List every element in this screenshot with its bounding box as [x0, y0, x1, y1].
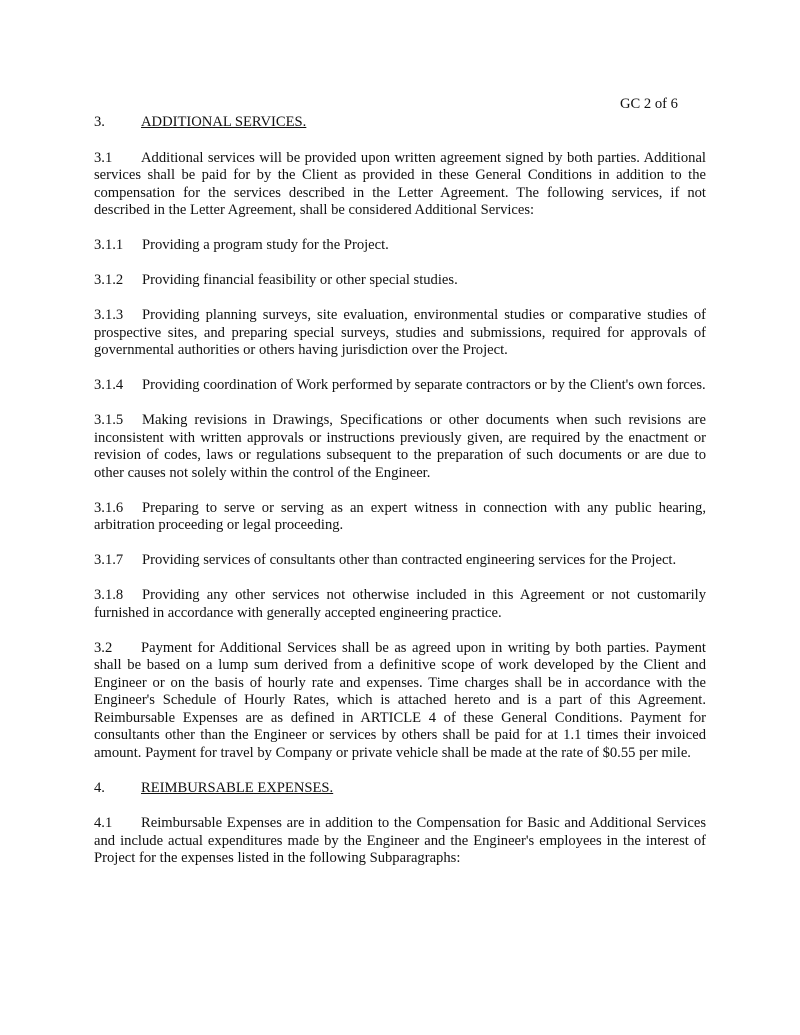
- paragraph-text: Preparing to serve or serving as an expert witness in connection with any public hearing, arbitration proceeding or legal proceeding.: [94, 499, 706, 533]
- paragraph-text: Providing financial feasibility or other special studies.: [142, 272, 458, 288]
- section-title: ADDITIONAL SERVICES.: [141, 114, 307, 130]
- paragraph-number: 3.1.4: [94, 377, 124, 393]
- paragraph-number: 3.1.5: [94, 412, 124, 428]
- paragraph-number: 3.1.1: [94, 237, 124, 253]
- paragraph-text: Providing coordination of Work performed by separate contractors or by the Client's own forces.: [142, 377, 706, 393]
- paragraph-number: 3.1.7: [94, 552, 124, 568]
- paragraph-3-1: [94, 150, 706, 220]
- paragraph-3-1-5: [94, 412, 706, 482]
- paragraph-4-1: [94, 815, 706, 868]
- paragraph-number: 3.1.3: [94, 307, 124, 323]
- paragraph-number: 3.1.8: [94, 587, 124, 603]
- paragraph-text: Providing planning surveys, site evaluation, environmental studies or comparative studies of prospective sites, and preparing special surveys, studies and submissions, required for approvals of governmental authorities or others having jurisdiction over the Project.: [94, 307, 706, 358]
- paragraph-text: Additional services will be provided upon written agreement signed by both parties. Additional services shall be paid for by the Client as provided in these General Conditions in addition to the compensation for the services described in the Letter Agreement. The following services, if not described in the Letter Agreement, shall be considered Additional Services:: [94, 149, 706, 218]
- document-body: [94, 114, 706, 885]
- paragraph-number: 3.1.6: [94, 499, 124, 516]
- paragraph-3-1-8: [94, 587, 706, 622]
- section-heading-reimbursable-expenses: [94, 780, 706, 798]
- paragraph-3-1-6: [94, 500, 706, 535]
- paragraph-number: 3.1.2: [94, 272, 124, 288]
- paragraph-text: Providing any other services not otherwise included in this Agreement or not customarily furnished in accordance with generally accepted engineering practice.: [94, 587, 706, 621]
- paragraph-number: 3.1: [94, 149, 113, 166]
- paragraph-text: Reimbursable Expenses are in addition to the Compensation for Basic and Additional Services and include actual expenditures made by the Engineer and the Engineer's employees in the interest of Project for the expenses listed in the following Subparagraphs:: [94, 815, 706, 866]
- paragraph-text: Payment for Additional Services shall be as agreed upon in writing by both parties. Payment shall be based on a lump sum derived from a definitive scope of work developed by the Client and Engineer or on the basis of hourly rate and expenses. Time charges shall be in accordance with the Engineer's Schedule of Hourly Rates, which is attached hereto and is a part of this Agreement. Reimbursable Expenses are as defined in ARTICLE 4 of these General Conditions. Payment for consultants other than the Engineer or services by others shall be paid for at 1.1 times their invoiced amount. Payment for travel by Company or private vehicle shall be made at the rate of $0.55 per mile.: [94, 639, 706, 761]
- section-number: 3.: [94, 114, 105, 130]
- paragraph-3-2: [94, 640, 706, 763]
- section-title: REIMBURSABLE EXPENSES.: [141, 779, 334, 796]
- paragraph-text: Providing a program study for the Project.: [142, 237, 389, 253]
- paragraph-3-1-7: [94, 552, 706, 570]
- paragraph-3-1-1: [94, 237, 706, 255]
- paragraph-3-1-2: [94, 272, 706, 290]
- section-number: 4.: [94, 779, 105, 796]
- page-number-label: GC 2 of 6: [620, 96, 678, 112]
- paragraph-3-1-3: [94, 307, 706, 360]
- paragraph-text: Providing services of consultants other than contracted engineering services for the Project.: [142, 552, 677, 568]
- paragraph-text: Making revisions in Drawings, Specifications or other documents when such revisions are inconsistent with written approvals or instructions previously given, are required by the enactment or revision of codes, laws or regulations subsequent to the preparation of such documents or are due to other causes not solely within the control of the Engineer.: [94, 412, 706, 481]
- paragraph-number: 4.1: [94, 815, 113, 831]
- paragraph-3-1-4: [94, 377, 706, 395]
- section-heading-additional-services: [94, 114, 706, 132]
- paragraph-number: 3.2: [94, 639, 113, 656]
